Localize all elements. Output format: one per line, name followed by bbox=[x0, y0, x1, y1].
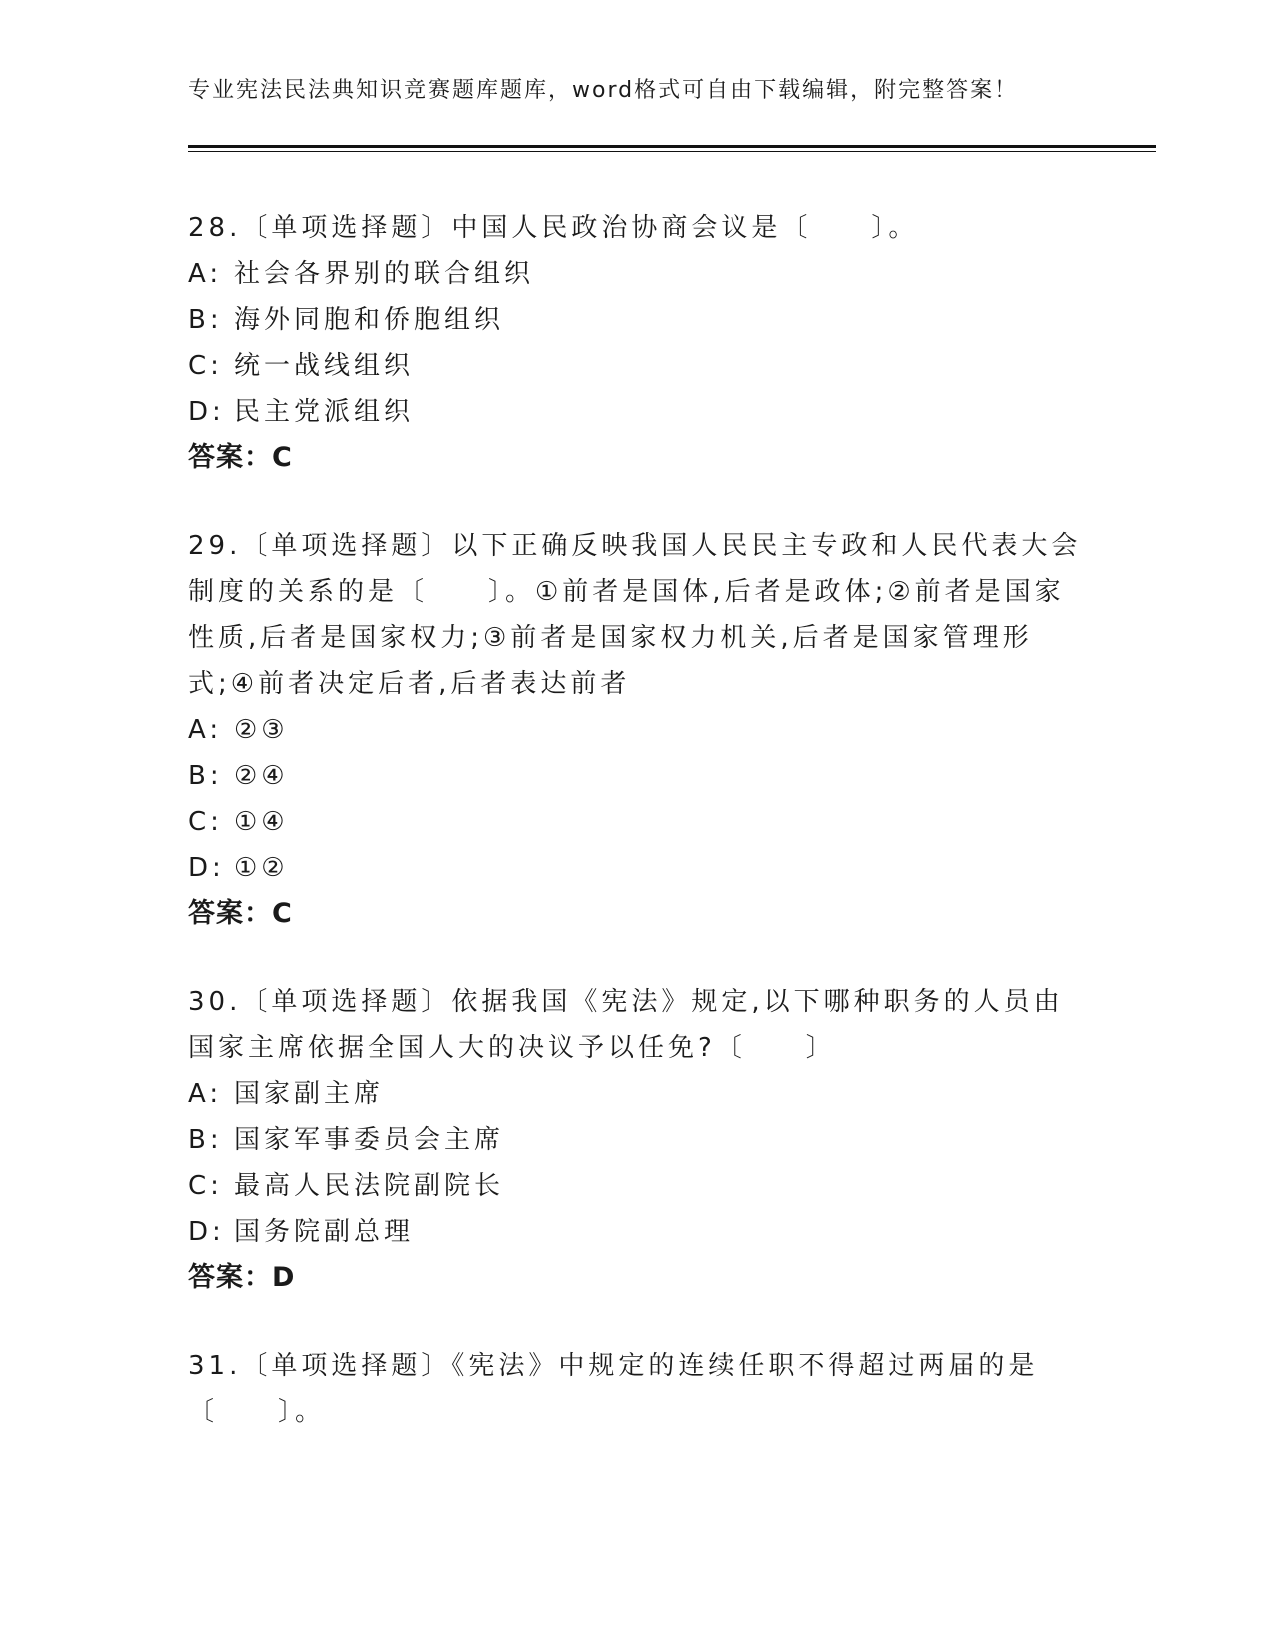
header-rule-thin bbox=[188, 151, 1156, 152]
option-b bbox=[188, 1117, 1088, 1163]
option-text: ①② bbox=[234, 853, 289, 883]
option-text: ②④ bbox=[234, 761, 289, 791]
question-29 bbox=[188, 523, 1088, 937]
option-key: A: bbox=[188, 715, 223, 745]
option-d bbox=[188, 1209, 1088, 1255]
option-key: C: bbox=[188, 807, 223, 837]
option-c bbox=[188, 799, 1088, 845]
option-key: C: bbox=[188, 351, 223, 381]
option-key: C: bbox=[188, 1171, 223, 1201]
question-30 bbox=[188, 979, 1088, 1301]
option-key: A: bbox=[188, 259, 223, 289]
option-text: 民主党派组织 bbox=[234, 397, 415, 427]
question-stem: 29.〔单项选择题〕以下正确反映我国人民民主专政和人民代表大会制度的关系的是〔 〕。①前者是国体,后者是政体;②前者是国家性质,后者是国家权力;③前者是国家权力机关,后者是国家管理形式;④前者决定后者,后者表达前者 bbox=[188, 531, 1082, 699]
option-text: 国家副主席 bbox=[234, 1079, 385, 1109]
option-key: D: bbox=[188, 1217, 225, 1247]
answer: 答案：C bbox=[188, 898, 293, 929]
option-b bbox=[188, 753, 1088, 799]
option-key: D: bbox=[188, 853, 225, 883]
option-d bbox=[188, 845, 1088, 891]
option-c bbox=[188, 1163, 1088, 1209]
option-text: 最高人民法院副院长 bbox=[234, 1171, 505, 1201]
question-stem: 31.〔单项选择题〕《宪法》中规定的连续任职不得超过两届的是〔 〕。 bbox=[188, 1351, 1039, 1427]
document-header: 专业宪法民法典知识竞赛题库题库，word格式可自由下载编辑，附完整答案！ bbox=[188, 78, 1019, 103]
option-key: B: bbox=[188, 1125, 223, 1155]
question-31 bbox=[188, 1343, 1088, 1435]
header-rule-thick bbox=[188, 145, 1156, 148]
option-key: D: bbox=[188, 397, 225, 427]
option-d bbox=[188, 389, 1088, 435]
question-stem: 28.〔单项选择题〕中国人民政治协商会议是〔 〕。 bbox=[188, 213, 919, 243]
option-text: 社会各界别的联合组织 bbox=[234, 259, 535, 289]
answer: 答案：C bbox=[188, 442, 293, 473]
option-a bbox=[188, 707, 1088, 753]
option-a bbox=[188, 251, 1088, 297]
option-key: A: bbox=[188, 1079, 223, 1109]
option-text: 海外同胞和侨胞组织 bbox=[234, 305, 505, 335]
option-a bbox=[188, 1071, 1088, 1117]
option-text: ①④ bbox=[234, 807, 289, 837]
option-text: 国务院副总理 bbox=[234, 1217, 415, 1247]
option-key: B: bbox=[188, 761, 223, 791]
option-text: 统一战线组织 bbox=[234, 351, 415, 381]
option-text: 国家军事委员会主席 bbox=[234, 1125, 505, 1155]
option-key: B: bbox=[188, 305, 223, 335]
question-list bbox=[188, 205, 1088, 1477]
question-28 bbox=[188, 205, 1088, 481]
answer: 答案：D bbox=[188, 1262, 296, 1293]
question-stem: 30.〔单项选择题〕依据我国《宪法》规定,以下哪种职务的人员由国家主席依据全国人大的决议予以任免?〔 〕 bbox=[188, 987, 1064, 1063]
option-b bbox=[188, 297, 1088, 343]
option-c bbox=[188, 343, 1088, 389]
option-text: ②③ bbox=[234, 715, 289, 745]
